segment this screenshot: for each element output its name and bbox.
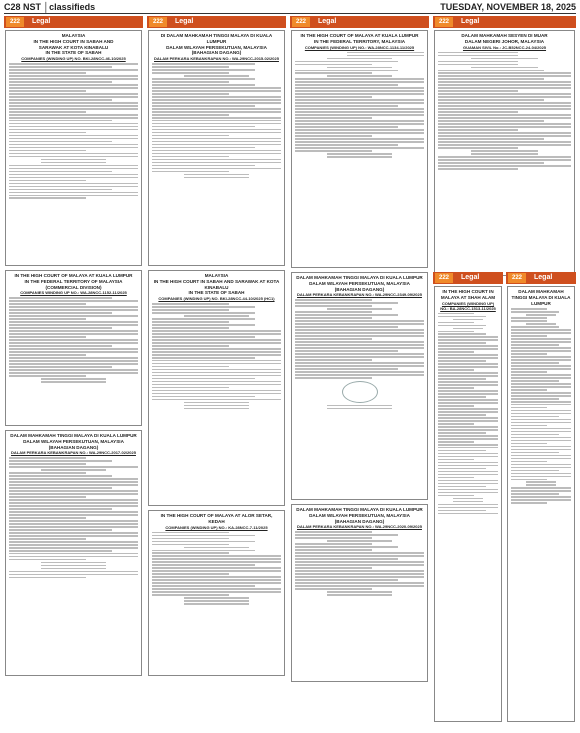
legal-notice <box>291 30 428 268</box>
section-number: 222 <box>292 17 310 27</box>
section-number: 222 <box>435 273 453 283</box>
notice-heading: IN THE STATE OF SABAH <box>45 50 102 56</box>
notice-case-number: COMPANIES WINDING UP NO.: WA-28NCC-1152-11/2025 <box>20 290 127 296</box>
section-number: 222 <box>508 273 526 283</box>
notice-heading: MALAYSIA <box>204 273 229 278</box>
notice-heading: DALAM WILAYAH PERSEKUTUAN, MALAYSIA <box>309 512 410 518</box>
notice-heading: IN THE HIGH COURT OF MALAYA AT KUALA LUMPUR <box>14 273 133 278</box>
legal-notice <box>5 430 142 676</box>
section-band <box>433 272 503 284</box>
section-number: 222 <box>435 17 453 27</box>
header-rule <box>4 13 576 14</box>
notice-heading: DALAM WILAYAH PERSEKUTUAN, MALAYSIA <box>166 44 267 50</box>
section-label: Legal <box>534 274 553 281</box>
notice-heading: (BAHAGIAN DAGANG) <box>334 518 385 524</box>
notice-heading: DALAM NEGERI JOHOR, MALAYSIA <box>464 38 545 44</box>
legal-notice <box>148 510 285 676</box>
notice-heading: DALAM WILAYAH PERSEKUTUAN, MALAYSIA <box>309 280 410 286</box>
notice-case-number: DALAM PERKARA KEBANKRAPAN NO.: WA-29NCC-2349-09/2025 <box>297 292 422 298</box>
section-band <box>147 16 286 28</box>
section-band <box>506 272 576 284</box>
notice-case-number: COMPANIES (WINDING UP) NO. BKI-28NCC-44-10/2025 (HC1) <box>158 296 275 302</box>
legal-notice <box>507 286 575 722</box>
notice-heading: DALAM WILAYAH PERSEKUTUAN, MALAYSIA <box>23 438 124 444</box>
column-2 <box>147 16 286 733</box>
notice-case-number: DALAM PERKARA KEBANKRAPAN NO.: WA-29NCC-2017-02/2025 <box>11 450 136 456</box>
column-3 <box>290 16 429 733</box>
notice-heading: (BAHAGIAN DAGANG) <box>48 444 99 450</box>
legal-notice <box>291 272 428 500</box>
notice-heading: IN THE HIGH COURT IN SABAH AND SARAWAK AT KOTA KINABALU <box>153 278 280 290</box>
section-band <box>290 16 429 28</box>
notice-heading: DALAM MAHKAMAH TINGGI MALAYA DI KUALA LUMPUR <box>511 289 571 306</box>
notice-heading: DI DALAM MAHKAMAH TINGGI MALAYA DI KUALA LUMPUR <box>160 33 273 44</box>
legal-notice <box>5 270 142 426</box>
section-band <box>4 16 143 28</box>
legal-notice <box>148 30 285 266</box>
notice-heading: IN THE HIGH COURT IN SABAH AND <box>33 38 114 44</box>
notice-heading: DALAM MAHKAMAH TINGGI MALAYA DI KUALA LUMPUR <box>296 275 423 280</box>
section-label: Legal <box>461 18 480 25</box>
notice-case-number: COMPANIES (WINDING UP) NO. BKI-28NCC-46-10/2025 <box>21 56 126 62</box>
section-label: Legal <box>461 274 480 281</box>
notice-heading: IN THE HIGH COURT OF MALAYA AT ALOR SETAR, KEDAH <box>160 513 273 524</box>
section-label: Legal <box>32 18 51 25</box>
notice-case-number: COMPANIES (WINDING UP) NO.: KA-28NCC-7-11/2025 <box>165 524 268 530</box>
notice-case-number: DALAM PERKARA KEBANKRAPAN NO.: WA-29NCC-2020-09/2025 <box>297 524 422 530</box>
notice-heading: (BAHAGIAN DAGANG) <box>191 50 242 56</box>
notice-heading: IN THE STATE OF SABAH <box>188 290 245 296</box>
notice-heading: (BAHAGIAN DAGANG) <box>334 286 385 292</box>
legal-notice <box>434 30 575 276</box>
notice-case-number: DALAM PERKARA KEBANKRAPAN NO.: WA-29NCC-2015-02/2025 <box>154 56 279 62</box>
notice-heading: IN THE HIGH COURT IN MALAYA AT SHAH ALAM <box>440 289 496 300</box>
section-label: Legal <box>318 18 337 25</box>
section-number: 222 <box>6 17 24 27</box>
legal-notice <box>434 286 502 722</box>
notice-heading: (COMMERCIAL DIVISION) <box>45 284 102 290</box>
column-6 <box>506 272 576 733</box>
page-header <box>0 0 580 14</box>
page-date: TUESDAY, NOVEMBER 18, 2025 <box>440 2 576 12</box>
notice-heading: DALAM MAHKAMAH TINGGI MALAYA DI KUALA LUMPUR <box>296 507 423 512</box>
notice-heading: SARAWAK AT KOTA KINABALU <box>38 44 109 50</box>
notice-heading: DALAM MAHKAMAH TINGGI MALAYA DI KUALA LUMPUR <box>10 433 137 438</box>
notice-heading: MALAYSIA <box>61 33 86 38</box>
column-1 <box>4 16 143 733</box>
legal-notice <box>5 30 142 266</box>
section-band <box>433 16 576 28</box>
notice-case-number: COMPANIES (WINDING UP) NO.: BA-28NCC-1513-11/2025 <box>440 300 496 311</box>
legal-notice <box>148 270 285 506</box>
notice-heading: IN THE FEDERAL TERRITORY, MALAYSIA <box>313 38 406 44</box>
section-label: Legal <box>175 18 194 25</box>
notice-heading: IN THE HIGH COURT OF MALAYA AT KUALA LUMPUR <box>300 33 419 38</box>
notice-heading: IN THE FEDERAL TERRITORY OF MALAYSIA <box>24 278 123 284</box>
court-seal <box>342 381 378 403</box>
notice-case-number: GUAMAN SIVIL No.: JC-B52NCC-24-04/2025 <box>462 44 547 50</box>
column-5 <box>433 272 503 733</box>
section-number: 222 <box>149 17 167 27</box>
page-folio: C28 NST │classifieds <box>4 2 96 12</box>
notice-case-number: COMPANIES (WINDING UP) NO.: WA-28NCC-1134-11/2025 <box>304 44 415 50</box>
legal-notice <box>291 504 428 682</box>
notice-heading: DALAM MAHKAMAH SESYEN DI MUAR <box>461 33 548 38</box>
